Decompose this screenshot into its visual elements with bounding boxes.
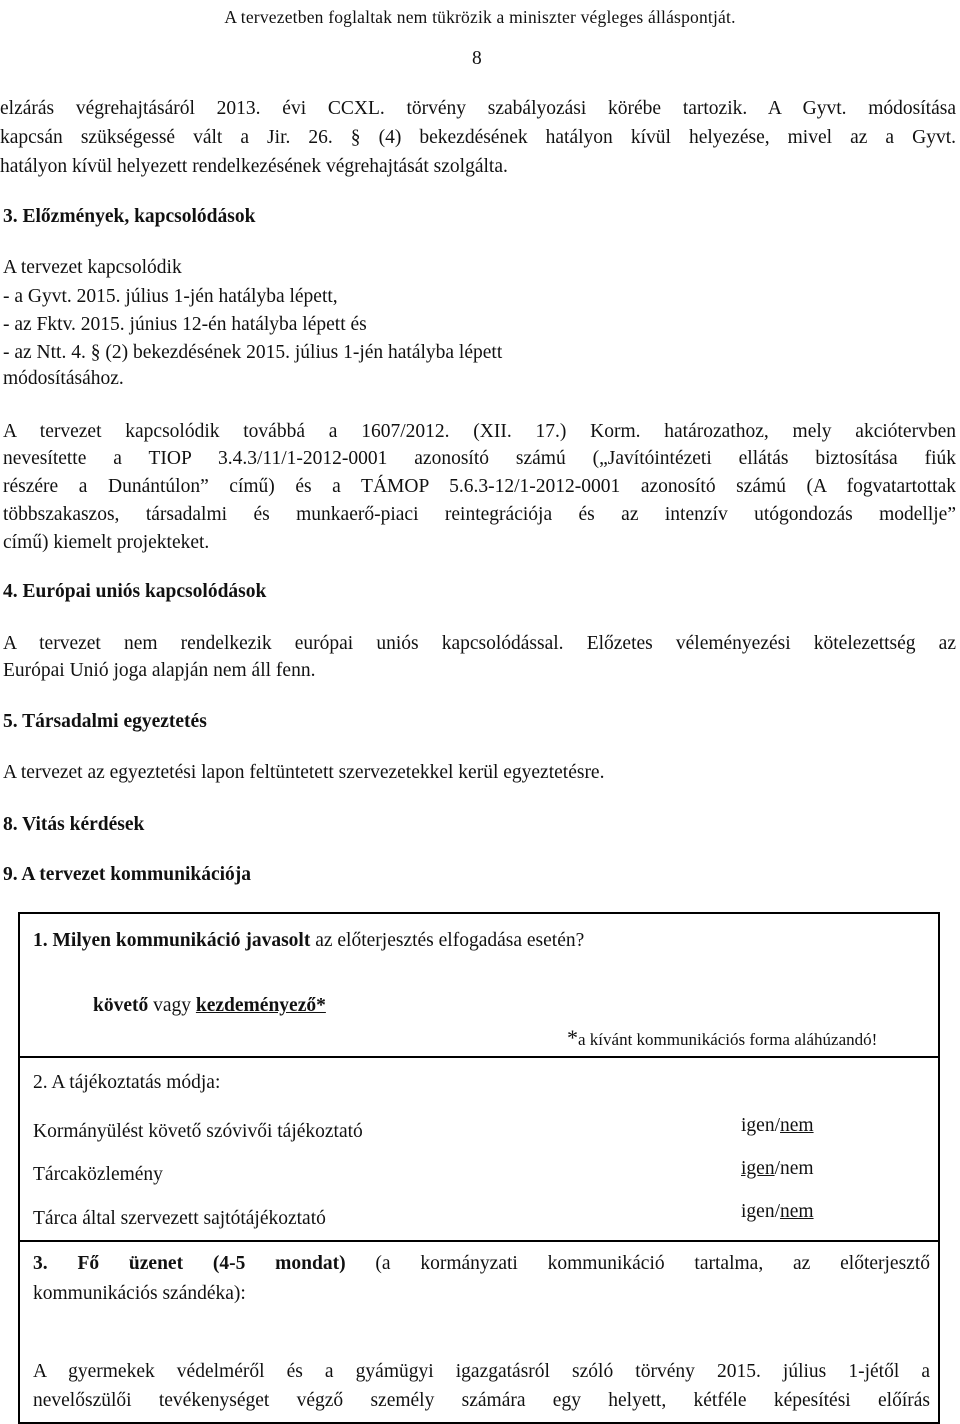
page-number: 8 [472, 48, 482, 69]
section-9-heading: 9. A tervezet kommunikációja [3, 864, 252, 885]
box-divider-q3 [18, 1240, 938, 1242]
section-3-para-line-2: nevesítette a TIOP 3.4.3/11/1-2012-0001 azonosító számú („Javítóintézeti ellátás biztosítása fiúk [3, 448, 956, 469]
choice-yes[interactable]: igen [741, 1158, 775, 1179]
footnote-star: * [567, 1025, 578, 1050]
communication-options [93, 994, 326, 1018]
q3-line-1 [33, 1252, 930, 1276]
section-3-para-line-1: A tervezet kapcsolódik továbbá a 1607/2012. (XII. 17.) Korm. határozathoz, mely akciótervben [3, 421, 956, 442]
q1-question [33, 929, 584, 953]
info-row-1-choice[interactable] [741, 1114, 814, 1138]
footnote [567, 1026, 877, 1052]
choice-yes[interactable]: igen [741, 1201, 775, 1222]
info-row-3-label: Tárca által szervezett sajtótájékoztató [33, 1208, 326, 1229]
choice-no[interactable]: nem [780, 1115, 814, 1136]
section-3-heading: 3. Előzmények, kapcsolódások [3, 206, 256, 227]
intro-line-3: hatályon kívül helyezett rendelkezésének végrehajtását szolgálta. [0, 156, 508, 177]
option-or: vagy [148, 995, 196, 1016]
info-row-2-choice[interactable] [741, 1157, 814, 1181]
section-4-line-2: Európai Unió joga alapján nem áll fenn. [3, 660, 316, 681]
q3-line1-rest: (a kormányzati kommunikáció tartalma, az előterjesztő [345, 1253, 930, 1274]
choice-slash: / [774, 1115, 780, 1136]
q3-line-2: kommunikációs szándéka): [33, 1283, 246, 1304]
section-5-heading: 5. Társadalmi egyeztetés [3, 711, 207, 732]
info-row-1-label: Kormányülést követő szóvivői tájékoztató [33, 1121, 363, 1142]
footnote-text: a kívánt kommunikációs forma aláhúzandó! [578, 1030, 878, 1049]
section-4-line-1: A tervezet nem rendelkezik európai uniós kapcsolódással. Előzetes véleményezési kötelezettség az [3, 633, 956, 654]
section-3-para-line-4: többszakaszos, társadalmi és munkaerő-piaci reintegrációja és az intenzív utógondozás modellje” [3, 504, 956, 525]
section-3-para-line-5: című) kiemelt projekteket. [3, 532, 210, 553]
info-row-2-label: Tárcaközlemény [33, 1164, 163, 1185]
choice-no[interactable]: nem [780, 1201, 814, 1222]
box-divider-q2 [18, 1056, 938, 1058]
message-line-1: A gyermekek védelméről és a gyámügyi igazgatásról szóló törvény 2015. július 1-jétől a [33, 1361, 930, 1382]
q2-title: 2. A tájékoztatás módja: [33, 1072, 221, 1093]
section-3-para-line-3: részére a Dunántúlon” című) és a TÁMOP 5.6.3-12/1-2012-0001 azonosító számú (A fogvatartottak [3, 476, 956, 497]
choice-slash: / [774, 1201, 780, 1222]
q1-suffix: az előterjesztés elfogadása esetén? [310, 930, 585, 951]
q1-prefix: 1. Milyen kommunikáció javasolt [33, 930, 311, 951]
section-3-line-1: A tervezet kapcsolódik [3, 257, 182, 278]
message-line-2: nevelőszülői tevékenységet végző személy számára egy helyett, kétféle képesítési előírás [33, 1390, 930, 1411]
option-follow[interactable]: követő [93, 995, 149, 1016]
section-3-line-2: - a Gyvt. 2015. július 1-jén hatályba lépett, [3, 286, 338, 307]
choice-slash: / [774, 1158, 780, 1179]
option-initiate[interactable]: kezdeményező* [195, 995, 326, 1016]
draft-notice-header: A tervezetben foglaltak nem tükrözik a miniszter végleges álláspontját. [224, 7, 736, 27]
intro-line-2: kapcsán szükségessé vált a Jir. 26. § (4) bekezdésének hatályon kívül helyezése, mivel az a Gyvt. [0, 127, 956, 148]
section-3-line-4: - az Ntt. 4. § (2) bekezdésének 2015. július 1-jén hatályba lépett [3, 342, 503, 363]
choice-yes[interactable]: igen [741, 1115, 775, 1136]
section-8-heading: 8. Vitás kérdések [3, 814, 145, 835]
q3-prefix: 3. Fő üzenet (4-5 mondat) [33, 1253, 346, 1274]
info-row-3-choice[interactable] [741, 1200, 814, 1224]
section-4-heading: 4. Európai uniós kapcsolódások [3, 581, 267, 602]
section-3-line-3: - az Fktv. 2015. június 12-én hatályba lépett és [3, 314, 367, 335]
section-5-text: A tervezet az egyeztetési lapon feltüntetett szervezetekkel kerül egyeztetésre. [3, 762, 605, 783]
choice-no[interactable]: nem [780, 1158, 814, 1179]
section-3-line-5: módosításához. [3, 368, 124, 389]
intro-line-1: elzárás végrehajtásáról 2013. évi CCXL. törvény szabályozási körébe tartozik. A Gyvt. módosítása [0, 98, 956, 119]
